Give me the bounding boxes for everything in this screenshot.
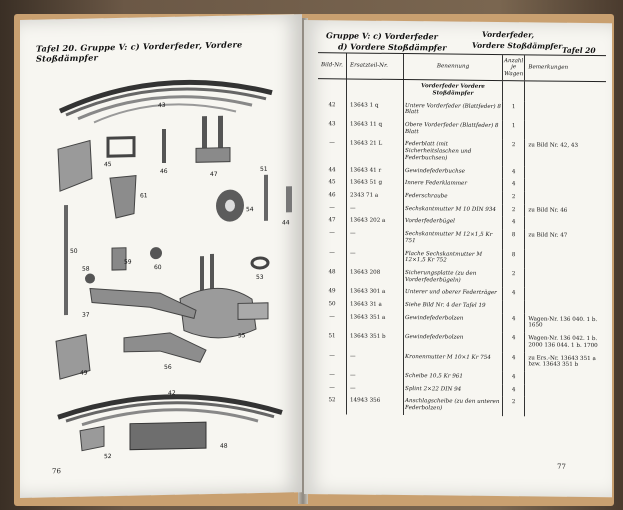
cell-bemerkungen: [525, 101, 606, 121]
cell-bild-nr: 42: [328, 101, 336, 109]
cell-bemerkungen: zu Bild Nr. 42, 43: [525, 140, 606, 167]
spring-carrier-upper: [58, 140, 92, 191]
cell-ersatzteil-nr: —: [347, 382, 404, 395]
cell-anzahl: 2: [503, 140, 525, 166]
cell-ersatzteil-nr: 13643 351 a: [347, 311, 404, 331]
cell-ersatzteil-nr: —: [347, 369, 404, 382]
cell-bemerkungen: [525, 191, 606, 205]
callout-42: 42: [168, 389, 176, 397]
cell-ersatzteil-nr: 13643 1 q: [347, 99, 404, 119]
callout-60: 60: [154, 264, 162, 272]
cell-bemerkungen: [525, 371, 606, 385]
cell-ersatzteil-nr: 13643 11 q: [347, 119, 404, 139]
cell-bild-nr: 49: [328, 288, 336, 295]
callout-43: 43: [158, 101, 166, 110]
cell-bemerkungen: [525, 120, 606, 140]
parts-table: [318, 52, 606, 417]
callout-55: 55: [238, 332, 246, 340]
cell-anzahl: 4: [503, 178, 525, 191]
callout-53: 53: [256, 273, 264, 282]
cell-bild-nr: 48: [328, 269, 336, 276]
cell-benennung: Untere Vorderfeder (Blattfeder) 8 Blatt: [404, 100, 503, 120]
cell-ersatzteil-nr: 13643 351 b: [347, 331, 404, 351]
right-heading-part-2: Vordere Stoßdämpfer: [472, 40, 563, 51]
threaded-bushing-44: [286, 186, 292, 212]
cell-bemerkungen: Wagen-Nr. 136 040. 1 b. 1650: [525, 313, 606, 333]
cell-bild-nr: 44: [328, 166, 336, 173]
col-ersatzteil-nr: Ersatzteil-Nr.: [347, 53, 404, 80]
lever-arm-37: [90, 286, 196, 320]
cell-bild-nr: 47: [328, 217, 336, 224]
cell-anzahl: 4: [503, 313, 525, 333]
cell-bemerkungen: [525, 249, 606, 269]
cell-ersatzteil-nr: 13643 202 a: [347, 215, 404, 228]
cell-benennung: Obere Vorderfeder (Blattfeder) 8 Blatt: [404, 119, 503, 139]
cell-bild-nr: 45: [328, 179, 336, 186]
cell-bemerkungen: [525, 384, 606, 398]
col-anzahl: Anzahl je Wagen: [503, 55, 525, 81]
col-bild-nr: Bild-Nr.: [318, 53, 347, 80]
cell-bild-nr: 52: [328, 397, 336, 404]
lower-leaf-spring-42: [58, 395, 282, 426]
spring-bolt-46: [162, 129, 166, 163]
cell-ersatzteil-nr: —: [347, 228, 404, 248]
cell-ersatzteil-nr: 13643 31 a: [347, 298, 404, 311]
cell-anzahl: [503, 81, 525, 101]
cell-benennung: Anschlagscheibe (zu den unteren Federbolzen): [404, 395, 503, 415]
cell-benennung: Vorderfederbügel: [404, 215, 503, 229]
cell-benennung: Gewindefederbuchse: [404, 165, 503, 179]
cell-benennung: Splint 2×22 DIN 94: [404, 383, 503, 397]
cell-anzahl: 4: [503, 166, 525, 179]
cell-benennung: Gewindefederbolzen: [404, 312, 503, 332]
cell-benennung: Siehe Bild Nr. 4 der Tafel 19: [404, 299, 503, 313]
callout-45: 45: [104, 161, 112, 169]
right-heading-group: Gruppe V: c) Vorderfeder: [326, 30, 438, 42]
cell-ersatzteil-nr: 13643 51 g: [347, 177, 404, 190]
cell-bemerkungen: zu Ers.-Nr. 13643 351 a bzw. 13643 351 b: [525, 352, 606, 372]
right-heading-subgroup: d) Vordere Stoßdämpfer: [338, 41, 447, 53]
callout-51: 51: [260, 165, 268, 173]
cell-anzahl: 4: [503, 384, 525, 397]
col-benennung: Benennung: [404, 54, 503, 81]
callout-58: 58: [82, 265, 90, 273]
cell-bild-nr: 50: [328, 301, 336, 308]
cell-benennung: Sicherungsplatte (zu den Vorderfederbügeln): [404, 267, 503, 287]
cell-bemerkungen: [525, 166, 606, 180]
cell-anzahl: 2: [503, 396, 525, 416]
cell-bild-nr: —: [329, 372, 335, 379]
callout-47: 47: [210, 170, 218, 179]
callout-44: 44: [282, 219, 290, 227]
cell-bild-nr: 46: [328, 192, 336, 199]
cell-bild-nr: —: [329, 352, 335, 359]
table-body: [318, 79, 606, 417]
cell-bild-nr: —: [329, 313, 335, 321]
cell-bild-nr: —: [329, 249, 335, 256]
left-page-number: 76: [52, 467, 61, 476]
cell-anzahl: 1: [503, 120, 525, 140]
cell-ersatzteil-nr: 13643 41 r: [347, 164, 404, 177]
cell-bemerkungen: zu Bild Nr. 46: [525, 204, 606, 218]
cell-bemerkungen: [525, 288, 606, 302]
cell-ersatzteil-nr: —: [347, 202, 404, 215]
cell-bild-nr: —: [329, 230, 335, 237]
cell-anzahl: 8: [503, 249, 525, 269]
left-page-title: Tafel 20. Gruppe V: c) Vorderfeder, Vordere Stoßdämpfer: [36, 39, 243, 64]
callout-49: 49: [80, 369, 88, 377]
cell-benennung: Sechskantmutter M 10 DIN 934: [404, 203, 503, 217]
callout-46: 46: [160, 167, 168, 176]
cell-anzahl: 1: [503, 101, 525, 121]
bracket-61: [110, 176, 136, 219]
cell-bild-nr: —: [329, 384, 335, 391]
cell-benennung: Flache Sechskantmutter M 12×1,5 Kr 752: [404, 248, 503, 268]
rod-50: [64, 205, 68, 315]
cell-anzahl: 4: [503, 287, 525, 300]
cell-anzahl: [503, 300, 525, 313]
left-page: [20, 14, 302, 498]
cell-anzahl: 2: [503, 191, 525, 204]
cell-bild-nr: —: [329, 204, 335, 212]
cell-bild-nr: —: [329, 140, 335, 147]
callout-61: 61: [140, 192, 148, 200]
cell-benennung: Federblatt (mit Sicherheitslaschen und Federbuchsen): [404, 139, 503, 166]
cell-bild-nr: 43: [328, 121, 336, 128]
lever-arm-56: [124, 332, 206, 364]
cell-benennung: Scheibe 10,5 Kr 961: [404, 370, 503, 384]
cell-ersatzteil-nr: 13643 301 a: [347, 286, 404, 299]
right-page-number: 77: [557, 462, 566, 471]
cell-bemerkungen: [525, 179, 606, 193]
callout-37: 37: [82, 311, 90, 319]
exploded-parts-drawing: [20, 14, 302, 498]
cell-bemerkungen: Wagen-Nr. 136 042. 1 b. 2000 136 044. 1 b. 1700: [525, 332, 606, 352]
cell-bemerkungen: [525, 268, 606, 288]
cell-bemerkungen: [525, 397, 606, 417]
cell-benennung: Gewindefederbolzen: [404, 331, 503, 351]
right-heading-part-1: Vorderfeder,: [482, 29, 535, 40]
cell-benennung: Sechskantmutter M 12×1,5 Kr 751: [404, 228, 503, 248]
cell-anzahl: 4: [503, 332, 525, 352]
cell-anzahl: 8: [503, 229, 525, 249]
table-row: [318, 138, 606, 167]
cell-ersatzteil-nr: —: [347, 247, 404, 267]
callout-59: 59: [124, 258, 132, 266]
spring-u-bolt-47: [196, 116, 230, 163]
callout-50: 50: [70, 247, 78, 255]
col-bemerkungen: Bemerkungen: [525, 55, 606, 82]
cell-bild-nr: 51: [328, 333, 336, 340]
inner-spring-clamp-45: [108, 138, 134, 157]
right-page: [304, 20, 612, 497]
washer-53: [252, 258, 268, 268]
callout-52: 52: [104, 453, 112, 461]
cell-benennung: Federschraube: [404, 190, 503, 204]
cell-ersatzteil-nr: 13643 21 L: [347, 138, 404, 165]
cell-bemerkungen: zu Bild Nr. 47: [525, 229, 606, 249]
cell-anzahl: 4: [503, 216, 525, 229]
cell-bemerkungen: [525, 300, 606, 314]
cell-anzahl: 2: [503, 204, 525, 217]
cell-bild-nr: [318, 79, 347, 99]
cell-ersatzteil-nr: 2343 71 a: [347, 189, 404, 202]
cell-bemerkungen: [525, 81, 606, 102]
cell-anzahl: 2: [503, 268, 525, 288]
callout-56: 56: [164, 363, 172, 371]
nut-60: [150, 247, 162, 259]
cell-ersatzteil-nr: 13643 208: [347, 266, 404, 286]
cell-benennung: Innere Federklammer: [404, 177, 503, 191]
cell-benennung: Unterer und oberer Federträger: [404, 286, 503, 300]
table-header-row: [318, 53, 606, 82]
cell-bemerkungen: [525, 217, 606, 231]
callout-48: 48: [220, 442, 228, 450]
securing-plate-48: [130, 422, 206, 450]
cell-benennung: Vorderfeder Vordere Stoßdämpfer: [404, 80, 503, 101]
tafel-label: Tafel 20: [562, 45, 596, 56]
cell-ersatzteil-nr: —: [347, 350, 404, 370]
upper-leaf-spring: [60, 81, 272, 124]
threaded-bolt-51: [264, 175, 268, 221]
cell-ersatzteil-nr: 14943 356: [347, 395, 404, 415]
table-row: [318, 395, 606, 417]
cell-benennung: Kronenmutter M 10×1 Kr 754: [404, 351, 503, 371]
nut-58: [85, 273, 95, 283]
cell-anzahl: 4: [503, 352, 525, 372]
stop-washer-52: [80, 426, 104, 451]
cell-anzahl: 4: [503, 371, 525, 384]
callout-54: 54: [245, 206, 254, 214]
cell-ersatzteil-nr: [347, 79, 404, 100]
